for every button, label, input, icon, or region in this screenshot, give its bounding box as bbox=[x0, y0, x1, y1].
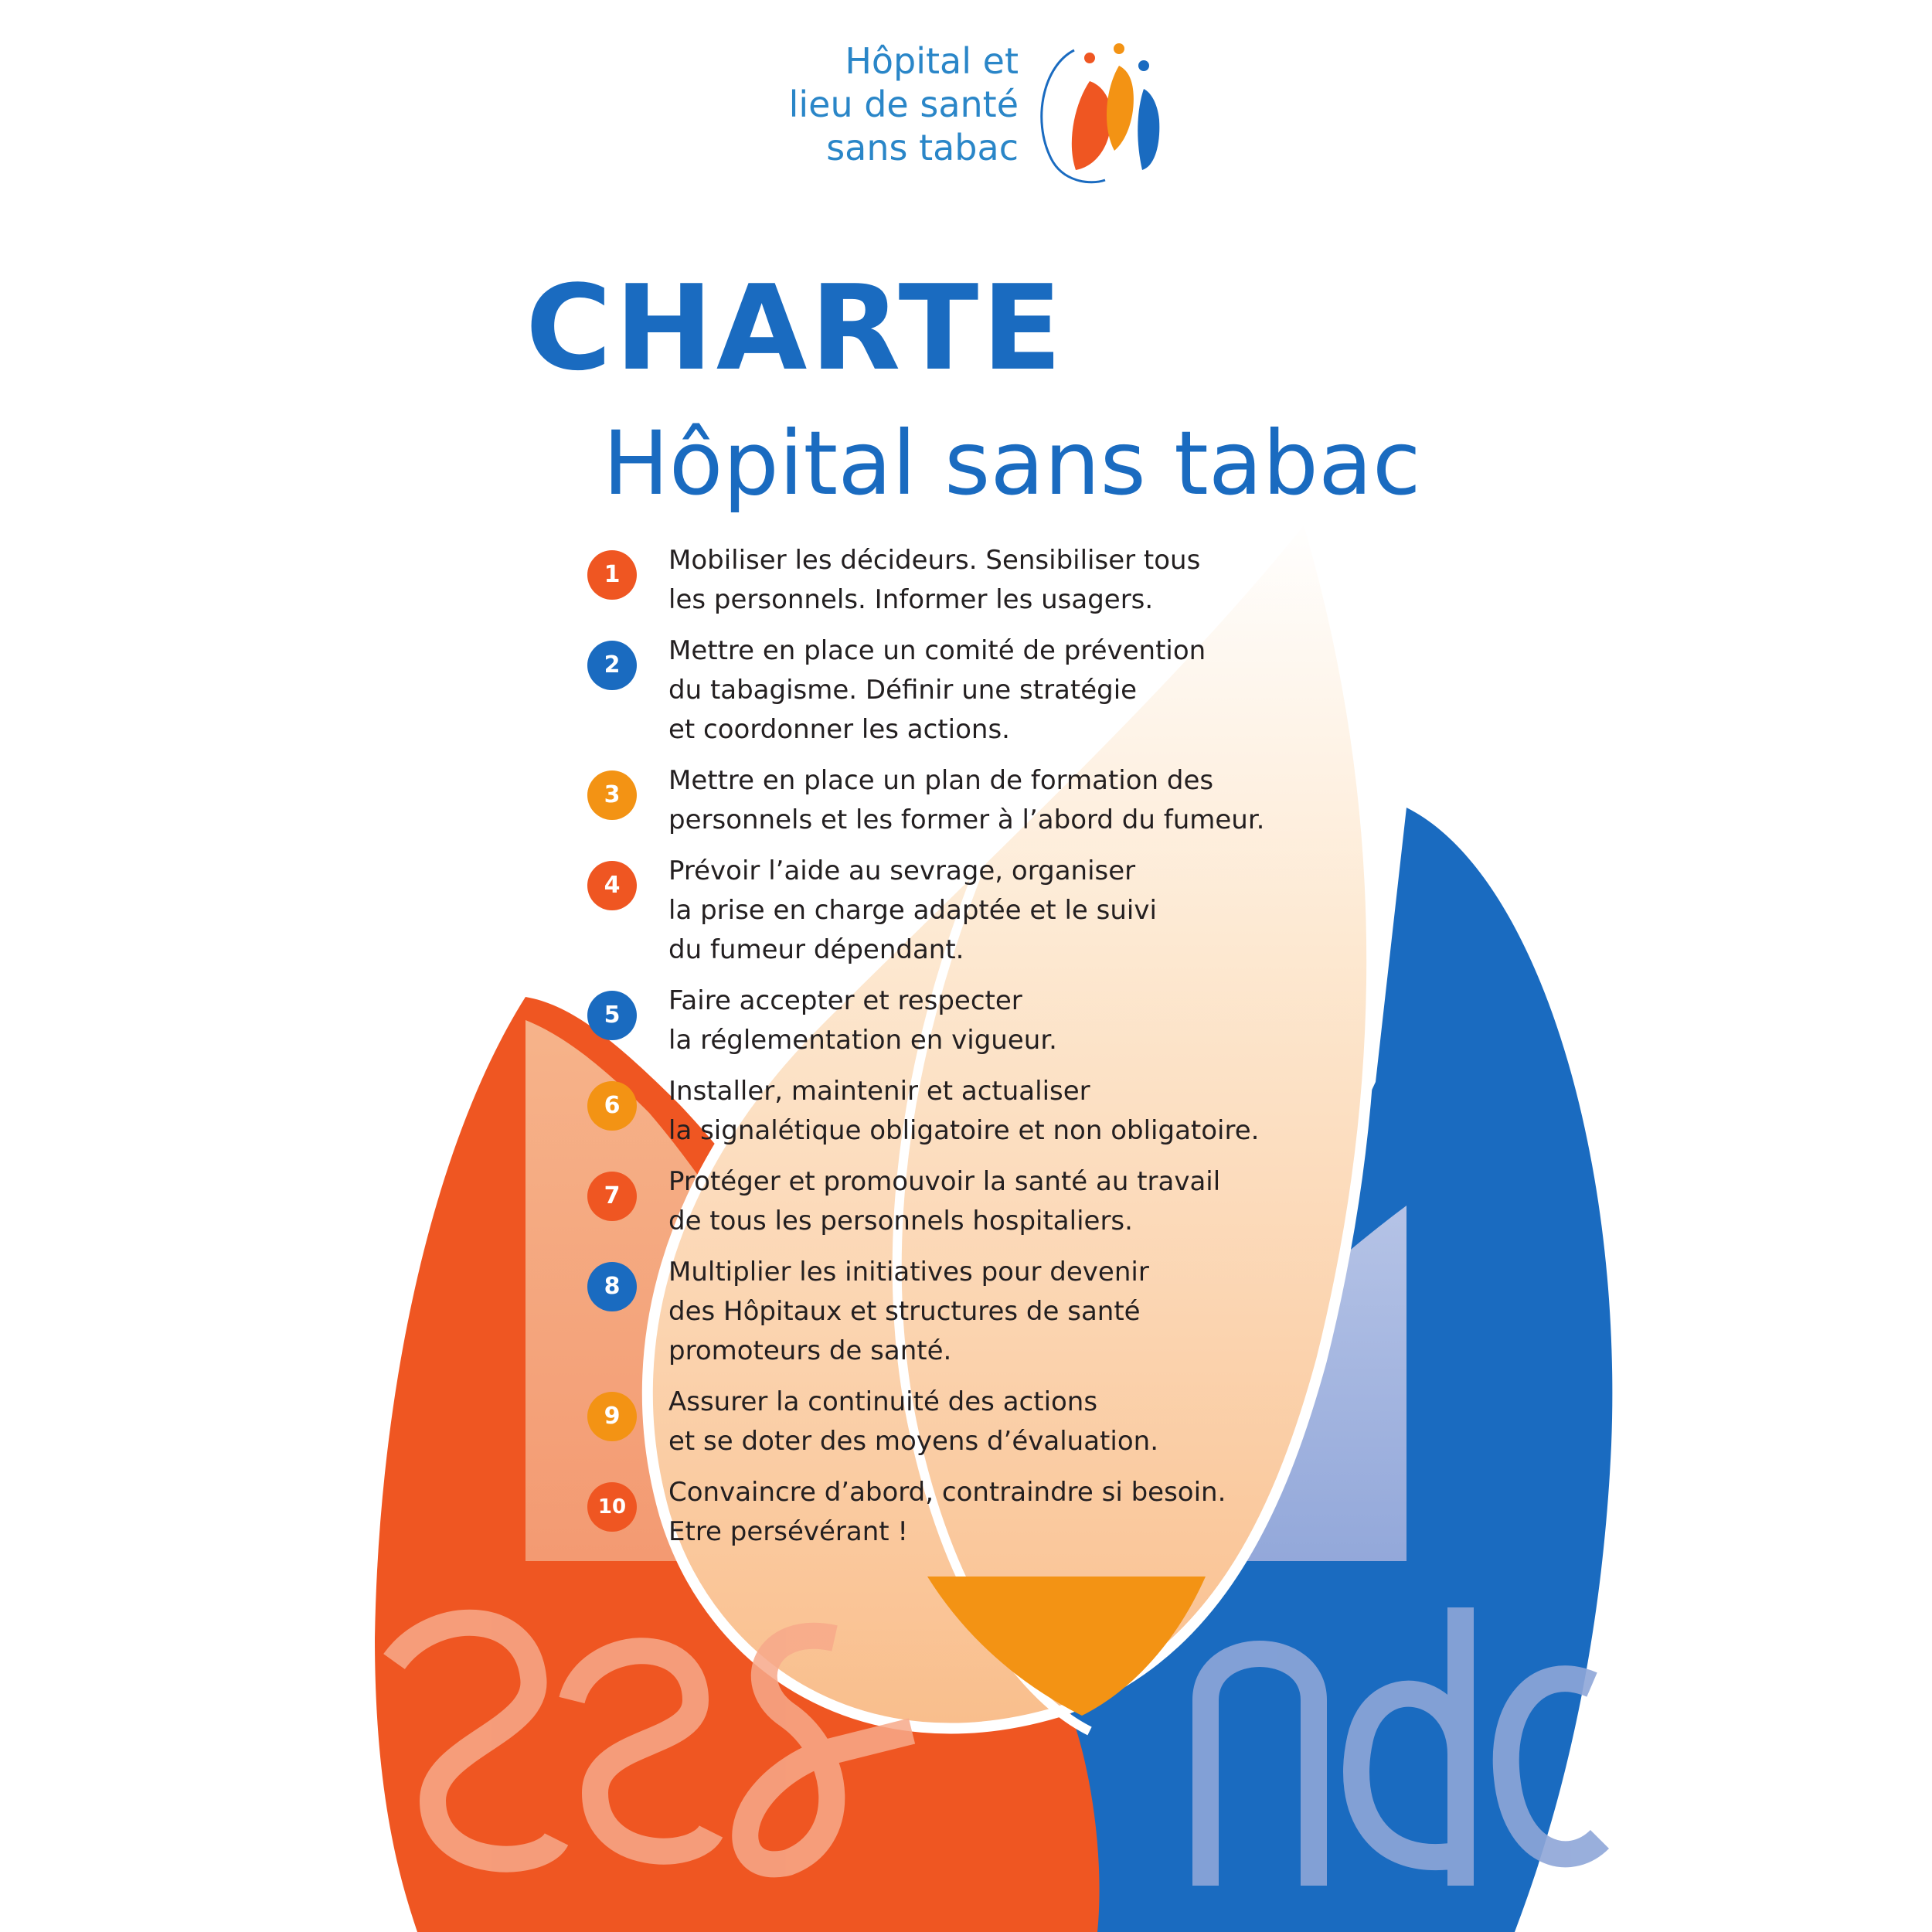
charter-item-text: Mettre en place un plan de formation des personnels et les former à l’abord du fumeur. bbox=[668, 765, 1265, 835]
charter-list bbox=[587, 541, 1399, 1563]
page-subtitle: Hôpital sans tabac bbox=[603, 412, 1421, 515]
number-badge: 8 bbox=[587, 1262, 637, 1311]
number-badge: 5 bbox=[587, 991, 637, 1040]
people-lungs-logo-icon bbox=[1028, 35, 1182, 185]
number-badge: 7 bbox=[587, 1172, 637, 1221]
number-badge: 3 bbox=[587, 770, 637, 820]
charter-item-text: Protéger et promouvoir la santé au travail de tous les personnels hospitaliers. bbox=[668, 1166, 1221, 1236]
number-badge: 10 bbox=[587, 1482, 637, 1532]
number-badge: 6 bbox=[587, 1081, 637, 1131]
number-badge: 2 bbox=[587, 641, 637, 690]
charter-item-4 bbox=[587, 852, 1399, 970]
charter-item-3 bbox=[587, 761, 1399, 840]
charter-item-text: Mobiliser les décideurs. Sensibiliser tous les personnels. Informer les usagers. bbox=[668, 545, 1201, 615]
charter-item-text: Mettre en place un comité de prévention du tabagisme. Définir une stratégie et coordonner les actions. bbox=[668, 635, 1206, 745]
number-badge: 1 bbox=[587, 550, 637, 600]
charter-item-text: Prévoir l’aide au sevrage, organiser la prise en charge adaptée et le suivi du fumeur dépendant. bbox=[668, 855, 1157, 965]
charter-item-10 bbox=[587, 1473, 1399, 1552]
charter-item-text: Assurer la continuité des actions et se doter des moyens d’évaluation. bbox=[668, 1386, 1158, 1457]
charter-item-text: Installer, maintenir et actualiser la signalétique obligatoire et non obligatoire. bbox=[668, 1076, 1260, 1146]
charter-item-7 bbox=[587, 1162, 1399, 1241]
logo-line-2: lieu de santé bbox=[788, 83, 1019, 125]
charter-item-text: Multiplier les initiatives pour devenir des Hôpitaux et structures de santé promoteurs de santé. bbox=[668, 1257, 1149, 1366]
charter-item-1 bbox=[587, 541, 1399, 620]
charter-item-6 bbox=[587, 1072, 1399, 1151]
logo-line-3: sans tabac bbox=[826, 127, 1019, 168]
page-title: CHARTE bbox=[526, 260, 1066, 396]
number-badge: 4 bbox=[587, 861, 637, 910]
logo bbox=[765, 35, 1198, 185]
logo-line-1: Hôpital et bbox=[845, 40, 1019, 82]
charter-item-9 bbox=[587, 1383, 1399, 1461]
charter-item-8 bbox=[587, 1253, 1399, 1371]
charter-item-2 bbox=[587, 631, 1399, 750]
charter-item-5 bbox=[587, 981, 1399, 1060]
logo-text bbox=[789, 39, 1019, 169]
charter-item-text: Faire accepter et respecter la réglementation en vigueur. bbox=[668, 985, 1057, 1056]
number-badge: 9 bbox=[587, 1392, 637, 1441]
charter-item-text: Convaincre d’abord, contraindre si besoin. Etre persévérant ! bbox=[668, 1477, 1226, 1547]
